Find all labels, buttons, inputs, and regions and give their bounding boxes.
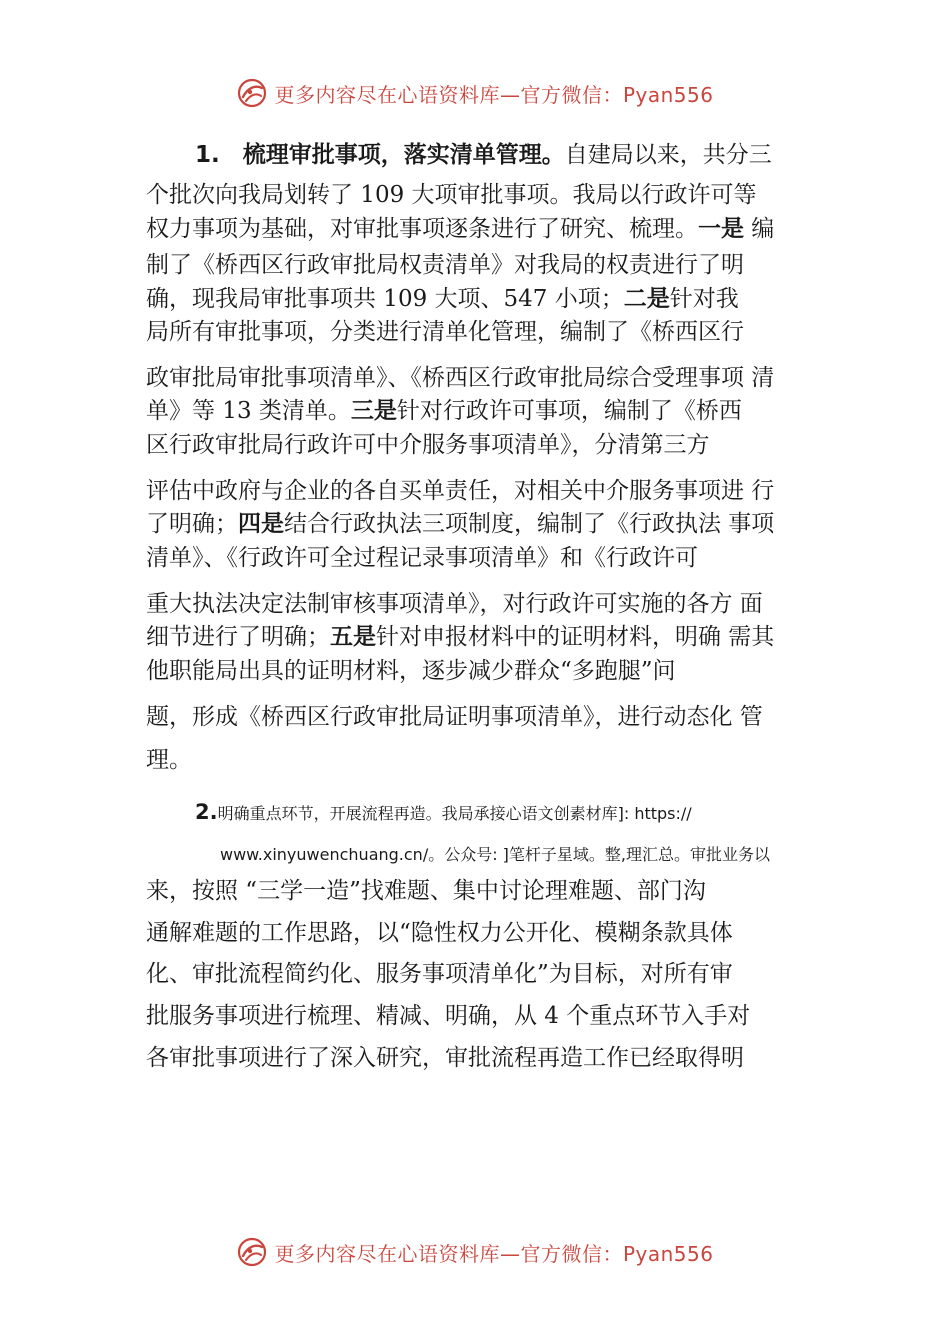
para1-line-5: 确，现我局审批事项共 109 大项、547 小项；二是针对我 <box>146 286 739 312</box>
para1-line-2: 个批次向我局划转了 109 大项审批事项。我局以行政许可等 <box>146 182 757 208</box>
para1-line-8: 单》等 13 类清单。三是针对行政许可事项，编制了《桥西 <box>146 398 742 424</box>
keyword-two: 二是 <box>623 286 670 312</box>
para1-line-1: 1. 梳理审批事项，落实清单管理。自建局以来，共分三 <box>195 142 772 168</box>
para1-line-13: 重大执法决定法制审核事项清单》，对行政许可实施的各方 面 <box>146 591 763 617</box>
para2-number: 2. <box>195 800 218 824</box>
watermark-text: 更多内容尽在心语资料库—官方微信：Pyan556 <box>274 82 714 107</box>
watermark-text: 更多内容尽在心语资料库—官方微信：Pyan556 <box>274 1241 714 1266</box>
para1-line-9: 区行政审批局行政许可中介服务事项清单》，分清第三方 <box>146 432 710 458</box>
para2-line-1: 2.明确重点环节，开展流程再造。我局承接心语文创素材库]: https:// <box>195 800 692 824</box>
keyword-five: 五是 <box>330 624 376 650</box>
para1-line-10: 评估中政府与企业的各自买单责任，对相关中介服务事项进 行 <box>146 478 775 504</box>
para2-line-7: 各审批事项进行了深入研究，审批流程再造工作已经取得明 <box>146 1045 744 1071</box>
para2-line-2: www.xinyuwenchuang.cn/。公众号: ]笔杆子星域。整,理汇总。审批业务以 <box>220 845 771 864</box>
keyword-three: 三是 <box>350 398 397 424</box>
para1-line-16: 题，形成《桥西区行政审批局证明事项清单》，进行动态化 管 <box>146 704 763 730</box>
para2-line-3: 来，按照 “三学一造”找难题、集中讨论理难题、部门沟 <box>146 878 706 904</box>
para1-line-4: 制了《桥西区行政审批局权责清单》对我局的权责进行了明 <box>146 252 744 278</box>
para1-line-7: 政审批局审批事项清单》、《桥西区行政审批局综合受理事项 清 <box>146 365 775 391</box>
watermark-footer <box>0 1232 950 1272</box>
para1-line-3: 权力事项为基础，对审批事项逐条进行了研究、梳理。一是 编 <box>146 216 775 242</box>
para1-heading: 1. 梳理审批事项，落实清单管理。 <box>195 142 565 168</box>
para2-line-5: 化、审批流程简约化、服务事项清单化”为目标，对所有审 <box>146 961 733 987</box>
brand-seal-icon <box>236 1236 268 1268</box>
para1-line-12: 清单》、《行政许可全过程记录事项清单》和《行政许可 <box>146 545 698 571</box>
keyword-four: 四是 <box>238 511 284 537</box>
para2-line-4: 通解难题的工作思路，以“隐性权力公开化、模糊条款具体 <box>146 920 733 946</box>
keyword-one: 一是 <box>698 216 744 242</box>
para2-line-6: 批服务事项进行梳理、精减、明确，从 4 个重点环节入手对 <box>146 1003 751 1029</box>
para1-line-11: 了明确；四是结合行政执法三项制度，编制了《行政执法 事项 <box>146 511 775 537</box>
para1-line-14: 细节进行了明确；五是针对申报材料中的证明材料，明确 需其 <box>146 624 775 650</box>
brand-seal-icon <box>236 77 268 109</box>
watermark-header <box>0 73 950 113</box>
para1-line-17: 理。 <box>146 747 192 773</box>
para1-line-6: 局所有审批事项，分类进行清单化管理，编制了《桥西区行 <box>146 319 744 345</box>
para1-line-15: 他职能局出具的证明材料，逐步减少群众“多跑腿”问 <box>146 658 676 684</box>
